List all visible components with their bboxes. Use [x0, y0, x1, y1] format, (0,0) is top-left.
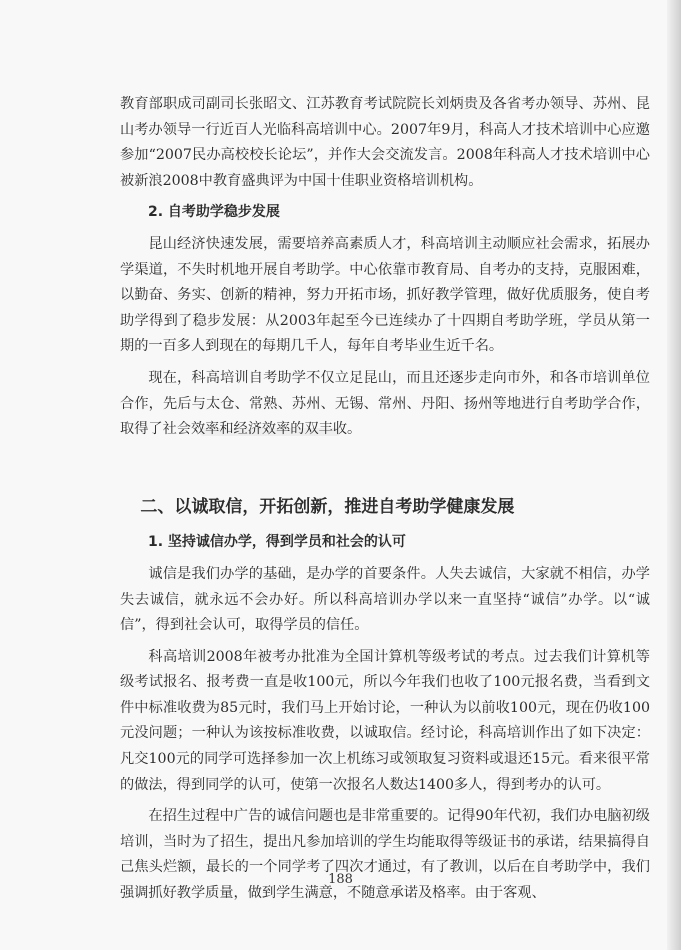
subheading-2: 2. 自考助学稳步发展 [148, 204, 280, 221]
paragraph-5: 科高培训2008年被考办批准为全国计算机等级考试的考点。过去我们计算机等级考试报名、报考费一直是收100元，所以今年我们也收了100元报名费，当看到文件中标准收费为85元时，我们马上开始讨论，一种认为以前收100元，现在仍收100元没问题；一种认为该按标准收费，以诚取信。经讨论，科高培训作出了如下决定：凡交100元的同学可选择参加一次上机练习或领取复习资料或退还15元。看来很平常的做法，得到同学的认可，使第一次报名人数达1400多人，得到考办的认可。 [120, 648, 650, 793]
paragraph-4: 诚信是我们办学的基础，是办学的首要条件。人失去诚信，大家就不相信，办学失去诚信，就永远不会办好。所以科高培训办学以来一直坚持“诚信”办学。以“诚信”，得到社会认可，取得学员的信任。 [120, 565, 650, 634]
scan-smudge [200, 428, 340, 436]
paragraph-6: 在招生过程中广告的诚信问题也是非常重要的。记得90年代初，我们办电脑初级培训，当时为了招生，提出凡参加培训的学生均能取得等级证书的承诺，结果搞得自己焦头烂额，最长的一个同学考了四次才通过，有了教训，以后在自考助学中，我们强调抓好教学质量，做到学生满意，不随意承诺及格率。由于客观、 [120, 808, 650, 902]
paragraph-3: 现在，科高培训自考助学不仅立足昆山，而且还逐步走向市外，和各市培训单位合作，先后与太仓、常熟、苏州、无锡、常州、丹阳、扬州等地进行自考助学合作，取得了社会效率和经济效率的双丰收。 [120, 369, 650, 438]
page-body [120, 92, 650, 907]
paragraph-2: 昆山经济快速发展，需要培养高素质人才，科高培训主动顺应社会需求，拓展办学渠道，不失时机地开展自考助学。中心依靠市教育局、自考办的支持，克服困难，以勤奋、务实、创新的精神，努力开拓市场，抓好教学管理，做好优质服务，使自考助学得到了稳步发展：从2003年起至今已连续办了十四期自考助学班，学员从第一期的一百多人到现在的每期几千人，每年自考毕业生近千名。 [120, 235, 650, 355]
paragraph-1: 教育部职成司副司长张昭文、江苏教育考试院院长刘炳贵及各省考办领导、苏州、昆山考办领导一行近百人光临科高培训中心。2007年9月，科高人才技术培训中心应邀参加“2007民办高校校长论坛”，并作大会交流发言。2008年科高人才技术培训中心被新浪2008中教育盛典评为中国十佳职业资格培训机构。 [120, 96, 650, 189]
page-edge-shadow [667, 0, 681, 950]
subheading-1: 1. 坚持诚信办学，得到学员和社会的认可 [148, 534, 406, 551]
section-title: 二、以诚取信，开拓创新，推进自考助学健康发展 [140, 496, 515, 517]
page-number: 188 [328, 872, 353, 887]
